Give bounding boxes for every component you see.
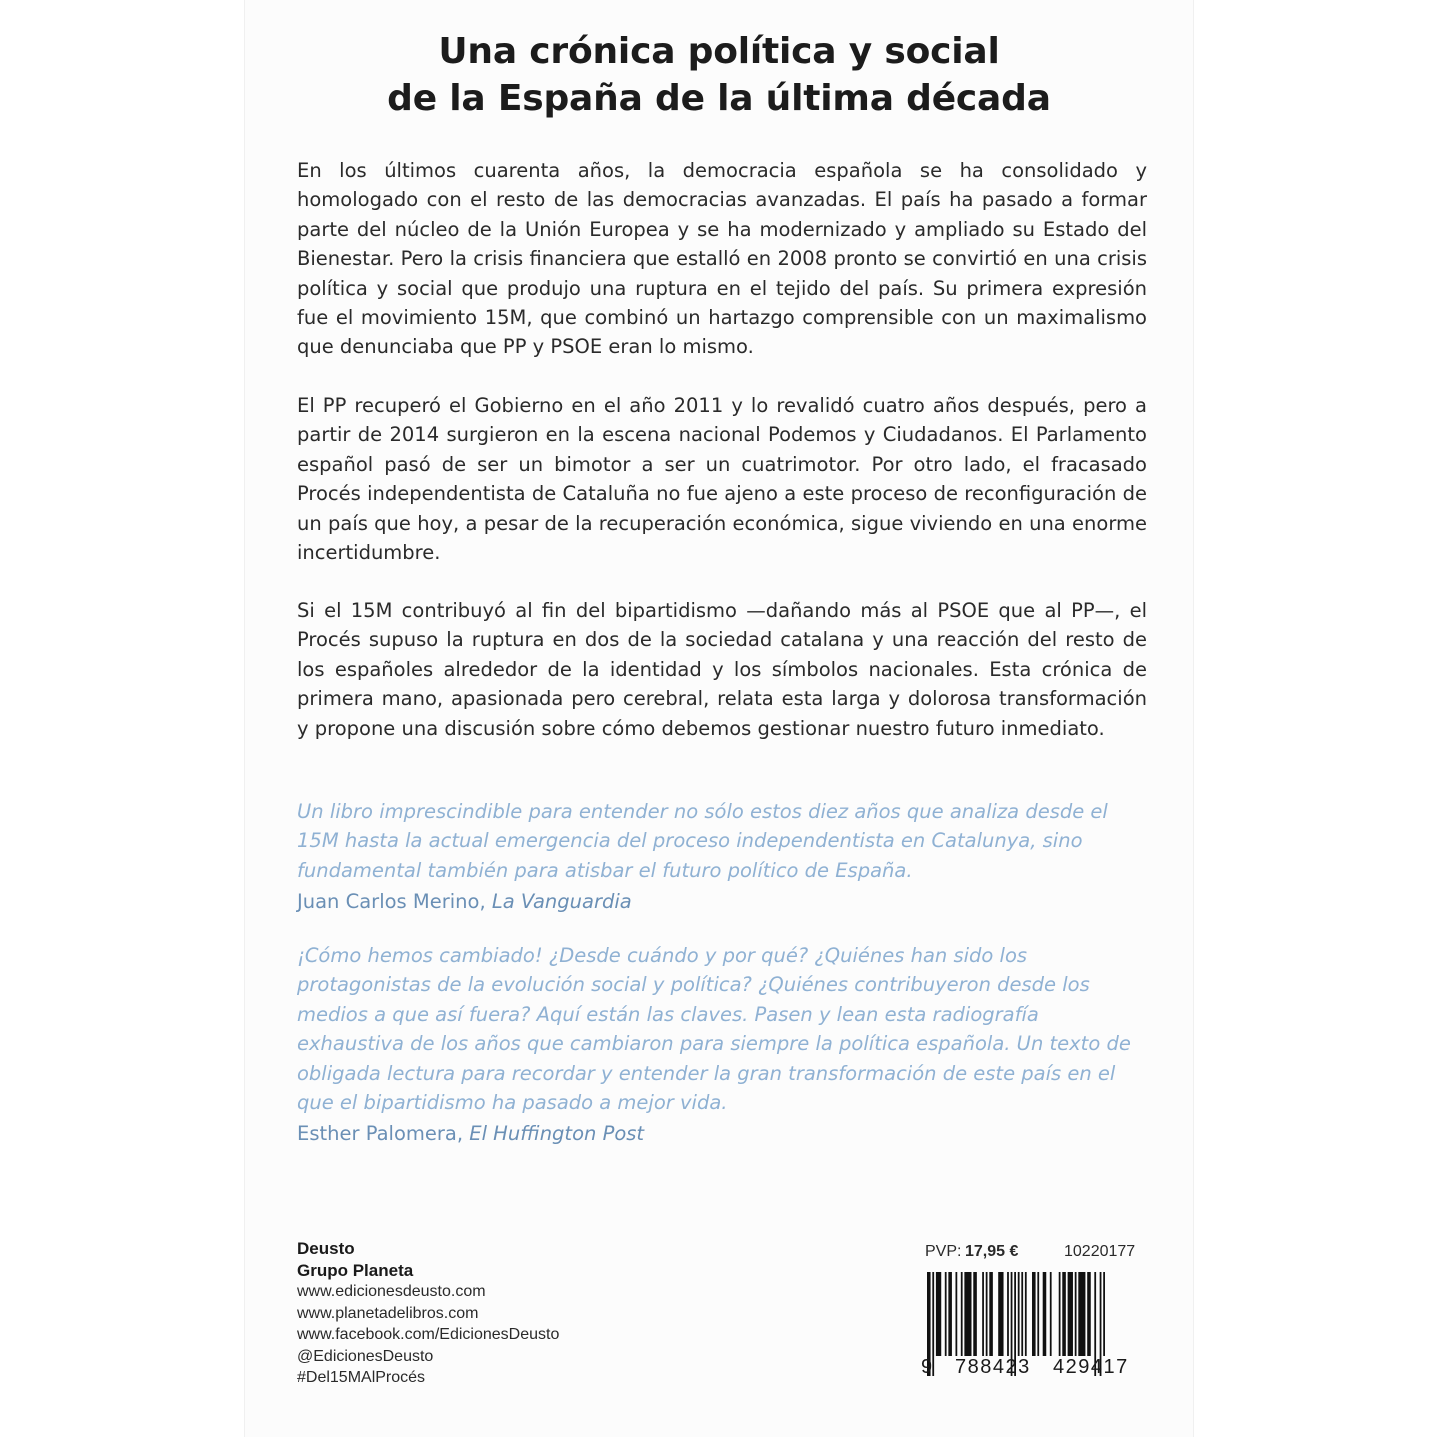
isbn-group-1: 788423 [955, 1356, 1031, 1378]
barcode-bar [1037, 1272, 1039, 1356]
isbn-first-digit: 9 [921, 1356, 933, 1378]
product-code: 10220177 [1064, 1243, 1136, 1260]
barcode-bar [982, 1272, 984, 1356]
publisher-name: Deusto [297, 1239, 355, 1258]
barcode-bar [986, 1272, 988, 1356]
barcode-bar [1032, 1272, 1036, 1356]
price-label: PVP: [925, 1243, 962, 1260]
barcode-bar [964, 1272, 971, 1356]
barcode-bar [1078, 1272, 1085, 1356]
barcode-bar [936, 1272, 941, 1356]
barcode-bar [955, 1272, 957, 1356]
barcode-bar [1059, 1272, 1061, 1356]
barcode-bar [1075, 1272, 1077, 1356]
barcode-bar [1050, 1272, 1052, 1356]
barcode-bar [989, 1272, 993, 1356]
barcode-bar [1068, 1272, 1073, 1356]
barcode-bar [1062, 1272, 1066, 1356]
quote-source: El Huffington Post [469, 1122, 645, 1146]
quote-author: Esther Palomera, [297, 1122, 464, 1146]
publisher-hashtag[interactable]: #Del15MAlProcés [297, 1369, 426, 1386]
quote-attribution [297, 1119, 1147, 1148]
book-back-cover [244, 0, 1194, 1437]
barcode-bar [932, 1272, 934, 1376]
barcode-bar [1007, 1272, 1009, 1356]
title-line-1: Una crónica política y social [438, 31, 1000, 72]
publisher-group: Grupo Planeta [297, 1260, 414, 1280]
barcode-bar [973, 1272, 977, 1356]
isbn-group-2: 429417 [1053, 1356, 1129, 1378]
quote-source: La Vanguardia [491, 890, 632, 914]
synopsis-paragraph-2: El PP recuperó el Gobierno en el año 2011 y lo revalidó cuatro años después, pero a partir de 2014 surgieron en la escena nacional Podemos y Ciudadanos. El Parlamento español pasó de ser un bimotor a ser un cuatrimotor. Por otro lado, el fracasado Procés independentista de Cataluña no fue ajeno a este proceso de reconfiguración de un país que hoy, a pesar de la recuperación económica, sigue viviendo en una enorme incertidumbre. [297, 394, 1147, 565]
barcode-bar [998, 1272, 1003, 1356]
barcode-bar [948, 1272, 952, 1356]
barcode-bar [961, 1272, 963, 1356]
synopsis-paragraph-3: Si el 15M contribuyó al fin del bipartidismo —dañando más al PSOE que al PP—, el Procés supuso la ruptura en dos de la sociedad catalana y una reacción del resto de los españoles alrededor de la identidad y los símbolos nacionales. Esta crónica de primera mano, apasionada pero cerebral, relata esta larga y dolorosa transformación y propone una discusión sobre cómo debemos gestionar nuestro futuro inmediato. [297, 599, 1147, 740]
review-quote-2 [297, 941, 1147, 1149]
barcode-bar [1018, 1272, 1020, 1356]
publisher-info [297, 1238, 559, 1389]
barcode-bar [1021, 1272, 1023, 1356]
barcode-bar [1025, 1272, 1027, 1356]
review-quote-1 [297, 797, 1147, 917]
quote-text: Un libro imprescindible para entender no sólo estos diez años que analiza desde el 15M hasta la actual emergencia del proceso independentista en Catalunya, sino fundamental también para atisbar el futuro político de España. [297, 800, 1108, 882]
title-line-2: de la España de la última década [387, 78, 1051, 119]
barcode-bar [1043, 1272, 1047, 1356]
publisher-link-facebook[interactable]: www.facebook.com/EdicionesDeusto [297, 1326, 560, 1343]
barcode-bar [1103, 1272, 1105, 1356]
quote-author: Juan Carlos Merino, [297, 890, 486, 914]
barcode-bar [945, 1272, 947, 1356]
publisher-link-website[interactable]: www.edicionesdeusto.com [297, 1283, 486, 1300]
price-value: 17,95 € [965, 1243, 1019, 1260]
synopsis-paragraph-1: En los últimos cuarenta años, la democracia española se ha consolidado y homologado con el resto de las democracias avanzadas. El país ha pasado a formar parte del núcleo de la Unión Europea y se ha modernizado y ampliado su Estado del Bienestar. Pero la crisis financiera que estalló en 2008 pronto se convirtió en una crisis política y social que produjo una ruptura en el tejido del país. Su primera expresión fue el movimiento 15M, que combinó un hartazgo comprensible con un maximalismo que denunciaba que PP y PSOE eran lo mismo. [297, 159, 1147, 359]
quote-text: ¡Cómo hemos cambiado! ¿Desde cuándo y por qué? ¿Quiénes han sido los protagonistas de la evolución social y política? ¿Quiénes contribuyeron desde los medios a que así fuera? Aquí están las claves. Pasen y lean esta radiografía exhaustiva de los años que cambiaron para siempre la política española. Un texto de obligada lectura para recordar y entender la gran transformación de este país en el que el bipartidismo ha pasado a mejor vida. [297, 944, 1131, 1115]
publisher-twitter-handle[interactable]: @EdicionesDeusto [297, 1347, 434, 1365]
publisher-link-planeta[interactable]: www.planetadelibros.com [297, 1304, 479, 1322]
cover-title [245, 28, 1193, 122]
quote-attribution [297, 887, 1147, 916]
barcode-bar [1087, 1272, 1091, 1356]
